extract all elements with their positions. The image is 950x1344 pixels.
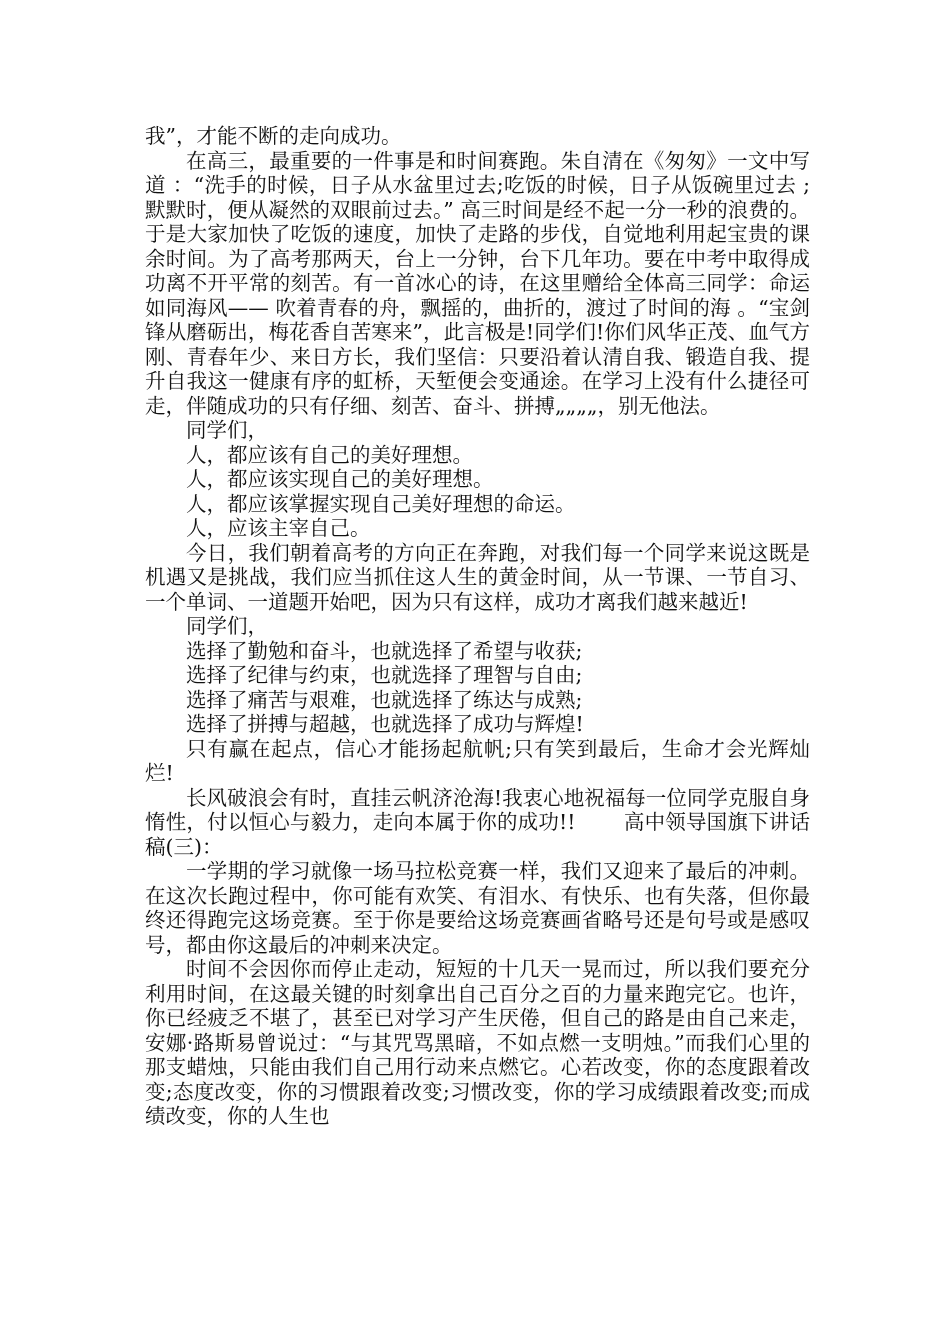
paragraph: 人，都应该掌握实现自己美好理想的命运。 bbox=[186, 491, 576, 516]
paragraph: 选择了勤勉和奋斗，也就选择了希望与收获; bbox=[186, 638, 583, 663]
paragraph: 我”，才能不断的走向成功。 bbox=[145, 124, 402, 148]
paragraph: 同学们， bbox=[186, 614, 268, 638]
document-body bbox=[145, 124, 810, 1129]
paragraph: 选择了痛苦与艰难，也就选择了练达与成熟; bbox=[186, 687, 583, 712]
paragraph: 在高三，最重要的一件事是和时间赛跑。朱自清在《匆匆》一文中写道 ：“洗手的时候，日子从水盆里过去;吃饭的时候，日子从饭碗里过去 ;默默时，便从凝然的双眼前过去。” 高三时间是经不起一分一秒的浪费的。于是大家加快了吃饭的速度，加快了走路的步伐，自觉地利用起宝贵的课余时间。为了高考那两天，台上一分钟，台下几年功。要在中考中取得成功离不开平常的刻苦。有一首冰心的诗，在这里赠给全体高三同学：命运如同海风—— 吹着青春的舟，飘摇的，曲折的，渡过了时间的海 。“宝剑锋从磨砺出，梅花香自苦寒来”，此言极是!同学们!你们风华正茂、血气方刚、青春年少、来日方长，我们坚信：只要沿着认清自我、锻造自我、提升自我这一健康有序的虹桥，天堑便会变通途。在学习上没有什么捷径可走，伴随成功的只有仔细、刻苦、奋斗、拼搏„„„„，别无他法。 bbox=[145, 148, 810, 418]
paragraph: 只有赢在起点，信心才能扬起航帆;只有笑到最后，生命才会光辉灿烂! bbox=[145, 736, 810, 785]
paragraph: 选择了拼搏与超越，也就选择了成功与辉煌! bbox=[186, 712, 584, 736]
paragraph: 同学们， bbox=[186, 418, 268, 442]
paragraph: 选择了纪律与约束，也就选择了理智与自由; bbox=[186, 663, 583, 687]
paragraph: 一学期的学习就像一场马拉松竞赛一样，我们又迎来了最后的冲刺。在这次长跑过程中，你可能有欢笑、有泪水、有快乐、也有失落，但你最终还得跑完这场竞赛。至于你是要给这场竞赛画省略号还是句号或是感叹号，都由你这最后的冲刺来决定。 bbox=[145, 859, 810, 957]
paragraph: 人，都应该实现自己的美好理想。 bbox=[186, 467, 494, 491]
paragraph: 人，都应该有自己的美好理想。 bbox=[186, 442, 473, 467]
paragraph: 人，应该主宰自己。 bbox=[186, 516, 371, 540]
paragraph: 今日，我们朝着高考的方向正在奔跑，对我们每一个同学来说这既是机遇又是挑战，我们应当抓住这人生的黄金时间，从一节课、一节自习、一个单词、一道题开始吧，因为只有这样，成功才离我们越来越近! bbox=[145, 540, 810, 614]
paragraph: 长风破浪会有时，直挂云帆济沧海!我衷心地祝福每一位同学克服自身惰性，付以恒心与毅力，走向本属于你的成功!! 高中领导国旗下讲话稿(三)： bbox=[145, 785, 810, 859]
paragraph: 时间不会因你而停止走动，短短的十几天一晃而过，所以我们要充分利用时间，在这最关键的时刻拿出自己百分之百的力量来跑完它。也许，你已经疲乏不堪了，甚至已对学习产生厌倦，但自己的路是由自己来走，安娜·路斯易曾说过：“与其咒骂黑暗，不如点燃一支明烛。”而我们心里的那支蜡烛，只能由我们自己用行动来点燃它。心若改变，你的态度跟着改变;态度改变，你的习惯跟着改变;习惯改变，你的学习成绩跟着改变;而成绩改变，你的人生也 bbox=[145, 957, 810, 1128]
